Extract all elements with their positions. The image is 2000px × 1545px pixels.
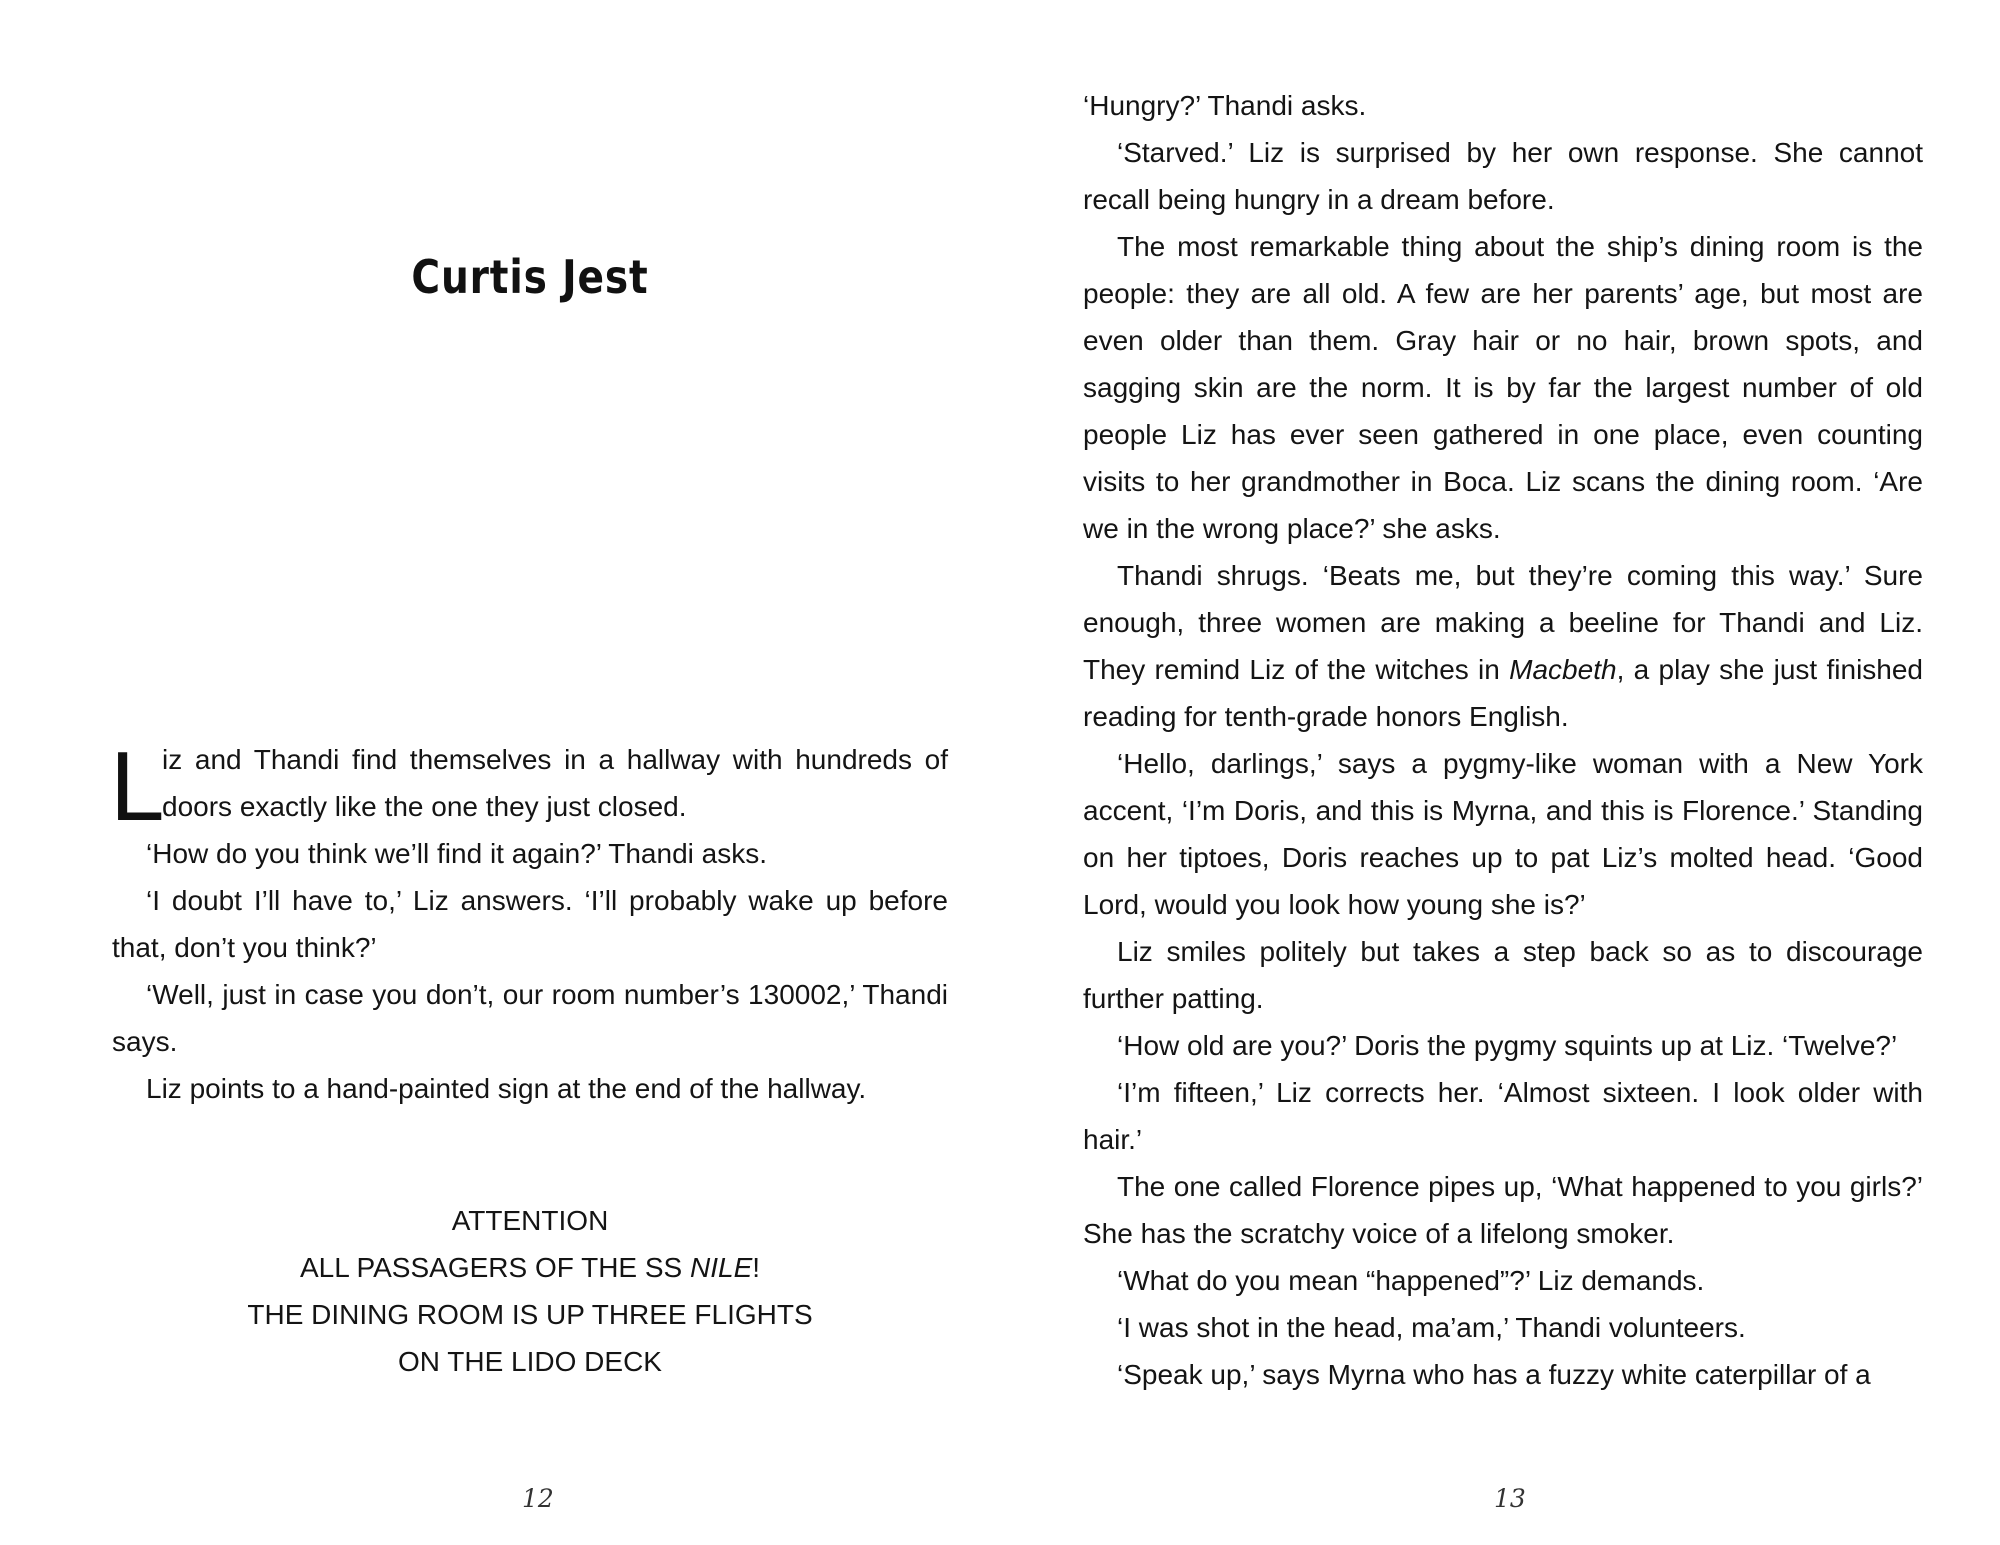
paragraph-text: Thandi shrugs. ‘Beats me, but they’re coming this way.’ Sure enough, three women are making a beeline for Thandi and Liz. They remind Liz of the witches in <box>1083 560 1923 685</box>
ship-name: NILE <box>690 1252 753 1283</box>
sign-line-text: ALL PASSAGERS OF THE SS <box>299 1252 691 1283</box>
paragraph: ‘How old are you?’ Doris the pygmy squints up at Liz. ‘Twelve?’ <box>1117 1030 1898 1061</box>
paragraph: ‘Speak up,’ says Myrna who has a fuzzy white caterpillar of a <box>1117 1359 1871 1390</box>
right-body-text <box>1083 82 1923 1398</box>
paragraph: Liz smiles politely but takes a step back so as to discourage further patting. <box>1083 936 1923 1014</box>
sign-line: THE DINING ROOM IS UP THREE FLIGHTS <box>247 1299 813 1330</box>
paragraph: ‘I’m fifteen,’ Liz corrects her. ‘Almost sixteen. I look older with hair.’ <box>1083 1077 1923 1155</box>
paragraph <box>1083 552 1923 740</box>
paragraph: ‘How do you think we’ll find it again?’ Thandi asks. <box>146 838 768 869</box>
right-page <box>1000 0 2000 1545</box>
paragraph: ‘I doubt I’ll have to,’ Liz answers. ‘I’ll probably wake up before that, don’t you think?’ <box>112 885 948 963</box>
paragraph: Liz points to a hand-painted sign at the end of the hallway. <box>146 1073 867 1104</box>
paragraph: ‘What do you mean “happened”?’ Liz demands. <box>1117 1265 1705 1296</box>
paragraph: ‘Starved.’ Liz is surprised by her own response. She cannot recall being hungry in a dream before. <box>1083 137 1923 215</box>
paragraph: ‘I was shot in the head, ma’am,’ Thandi volunteers. <box>1117 1312 1746 1343</box>
paragraph-text: , a play she just finished reading for tenth-grade honors English. <box>1083 654 1923 732</box>
chapter-title: Curtis Jest <box>411 250 649 304</box>
sign-line-text: ! <box>752 1252 761 1283</box>
sign-line <box>112 1244 948 1291</box>
paragraph: ‘Hello, darlings,’ says a pygmy-like woman with a New York accent, ‘I’m Doris, and this is Myrna, and this is Florence.’ Standing on her tiptoes, Doris reaches up to pat Liz’s molted head. ‘Good Lord, would you look how young she is?’ <box>1083 748 1923 920</box>
hallway-sign <box>112 1197 948 1385</box>
sign-line: ON THE LIDO DECK <box>398 1346 662 1377</box>
paragraph: ‘Well, just in case you don’t, our room number’s 130002,’ Thandi says. <box>112 979 948 1057</box>
paragraph: The one called Florence pipes up, ‘What happened to you girls?’ She has the scratchy voice of a lifelong smoker. <box>1083 1171 1923 1249</box>
left-body-text <box>110 731 948 1112</box>
play-title: Macbeth <box>1509 654 1617 685</box>
page-number: 13 <box>1494 1484 1526 1513</box>
sign-line: ATTENTION <box>451 1205 609 1236</box>
paragraph: The most remarkable thing about the ship’s dining room is the people: they are all old. A few are her parents’ age, but most are even older than them. Gray hair or no hair, brown spots, and sagging skin are the norm. It is by far the largest number of old people Liz has ever seen gathered in one place, even counting visits to her grandmother in Boca. Liz scans the dining room. ‘Are we in the wrong place?’ she asks. <box>1083 231 1923 544</box>
opening-paragraph <box>110 731 948 841</box>
page-number: 12 <box>522 1484 554 1513</box>
opening-paragraph-text: iz and Thandi find themselves in a hallway with hundreds of doors exactly like the one they just closed. <box>162 744 948 822</box>
drop-cap: L <box>110 731 165 841</box>
paragraph: ‘Hungry?’ Thandi asks. <box>1083 90 1367 121</box>
